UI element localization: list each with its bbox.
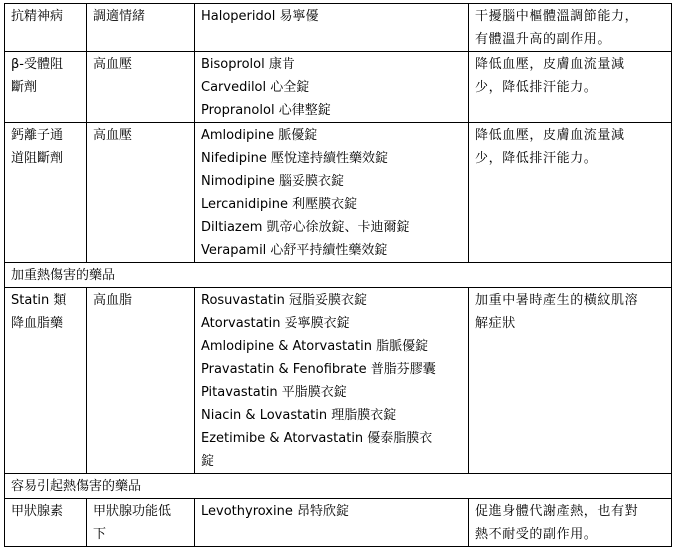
drug-name-line: Diltiazem 凱帝心徐放錠、卡迪爾錠 bbox=[201, 220, 410, 235]
effect-cell bbox=[469, 52, 672, 123]
drug-name-line: Pravastatin & Fenofibrate 普脂芬膠囊 bbox=[201, 362, 436, 377]
drug-name-line: Propranolol 心律整錠 bbox=[201, 103, 331, 118]
drug-name-line: Nimodipine 腦妥膜衣錠 bbox=[201, 174, 345, 189]
drug-class-line: 抗精神病 bbox=[11, 9, 64, 24]
drug-name-line: 錠 bbox=[201, 454, 215, 469]
effect-line: 少，降低排汗能力。 bbox=[475, 151, 598, 166]
table-row bbox=[5, 52, 672, 123]
drug-names-cell bbox=[195, 123, 469, 263]
table-row bbox=[5, 123, 672, 263]
effect-line: 熱不耐受的副作用。 bbox=[475, 527, 598, 542]
effect-cell bbox=[469, 288, 672, 474]
drug-class-line: 降血脂藥 bbox=[11, 316, 64, 331]
drug-table bbox=[4, 3, 672, 547]
section-heading: 加重熱傷害的藥品 bbox=[5, 263, 672, 288]
section-row bbox=[5, 263, 672, 288]
drug-name-line: Levothyroxine 昂特欣錠 bbox=[201, 504, 349, 519]
drug-class-cell bbox=[5, 499, 87, 547]
drug-name-line: Rosuvastatin 冠脂妥膜衣錠 bbox=[201, 293, 367, 308]
drug-class-cell bbox=[5, 123, 87, 263]
drug-class-line: β-受體阻 bbox=[11, 57, 63, 72]
effect-cell bbox=[469, 123, 672, 263]
indication-line: 高血脂 bbox=[93, 293, 133, 308]
table-row bbox=[5, 288, 672, 474]
effect-line: 少，降低排汗能力。 bbox=[475, 80, 598, 95]
table-row bbox=[5, 499, 672, 547]
drug-names-cell bbox=[195, 288, 469, 474]
drug-class-line: 斷劑 bbox=[11, 80, 38, 95]
drug-heat-table bbox=[4, 3, 669, 547]
drug-class-line: 道阻斷劑 bbox=[11, 151, 64, 166]
indication-cell bbox=[87, 123, 195, 263]
drug-name-line: Ezetimibe & Atorvastatin 優泰脂膜衣 bbox=[201, 431, 433, 446]
drug-class-line: Statin 類 bbox=[11, 293, 67, 308]
effect-line: 促進身體代謝產熱，也有對 bbox=[475, 504, 639, 519]
indication-cell bbox=[87, 499, 195, 547]
indication-cell bbox=[87, 52, 195, 123]
effect-line: 加重中暑時產生的橫紋肌溶 bbox=[475, 293, 639, 308]
drug-names-cell bbox=[195, 4, 469, 52]
table-row bbox=[5, 4, 672, 52]
indication-line: 下 bbox=[93, 527, 107, 542]
drug-class-line: 甲狀腺素 bbox=[11, 504, 64, 519]
drug-name-line: Verapamil 心舒平持續性藥效錠 bbox=[201, 243, 388, 258]
drug-name-line: Lercanidipine 利壓膜衣錠 bbox=[201, 197, 358, 212]
drug-name-line: Carvedilol 心全錠 bbox=[201, 80, 310, 95]
drug-class-line: 鈣離子通 bbox=[11, 128, 64, 143]
drug-name-line: Amlodipine 脈優錠 bbox=[201, 128, 318, 143]
effect-line: 降低血壓，皮膚血流量減 bbox=[475, 128, 625, 143]
drug-name-line: Niacin & Lovastatin 理脂膜衣錠 bbox=[201, 408, 397, 423]
indication-line: 高血壓 bbox=[93, 128, 133, 143]
drug-names-cell bbox=[195, 499, 469, 547]
indication-cell bbox=[87, 288, 195, 474]
drug-name-line: Bisoprolol 康肯 bbox=[201, 57, 295, 72]
drug-class-cell bbox=[5, 52, 87, 123]
drug-name-line: Nifedipine 壓悅達持續性藥效錠 bbox=[201, 151, 389, 166]
effect-cell bbox=[469, 499, 672, 547]
drug-class-cell bbox=[5, 288, 87, 474]
drug-class-cell bbox=[5, 4, 87, 52]
effect-cell bbox=[469, 4, 672, 52]
indication-line: 高血壓 bbox=[93, 57, 133, 72]
section-row bbox=[5, 474, 672, 499]
effect-line: 降低血壓，皮膚血流量減 bbox=[475, 57, 625, 72]
effect-line: 解症狀 bbox=[475, 316, 516, 331]
section-heading: 容易引起熱傷害的藥品 bbox=[5, 474, 672, 499]
drug-names-cell bbox=[195, 52, 469, 123]
indication-line: 甲狀腺功能低 bbox=[93, 504, 172, 519]
drug-name-line: Atorvastatin 妥寧膜衣錠 bbox=[201, 316, 350, 331]
drug-name-line: Amlodipine & Atorvastatin 脂脈優錠 bbox=[201, 339, 429, 354]
effect-line: 干擾腦中樞體溫調節能力， bbox=[475, 9, 639, 24]
indication-cell bbox=[87, 4, 195, 52]
indication-line: 調適情緒 bbox=[93, 9, 146, 24]
effect-line: 有體溫升高的副作用。 bbox=[475, 32, 612, 47]
drug-name-line: Pitavastatin 平脂膜衣錠 bbox=[201, 385, 347, 400]
drug-name-line: Haloperidol 易寧優 bbox=[201, 9, 319, 24]
